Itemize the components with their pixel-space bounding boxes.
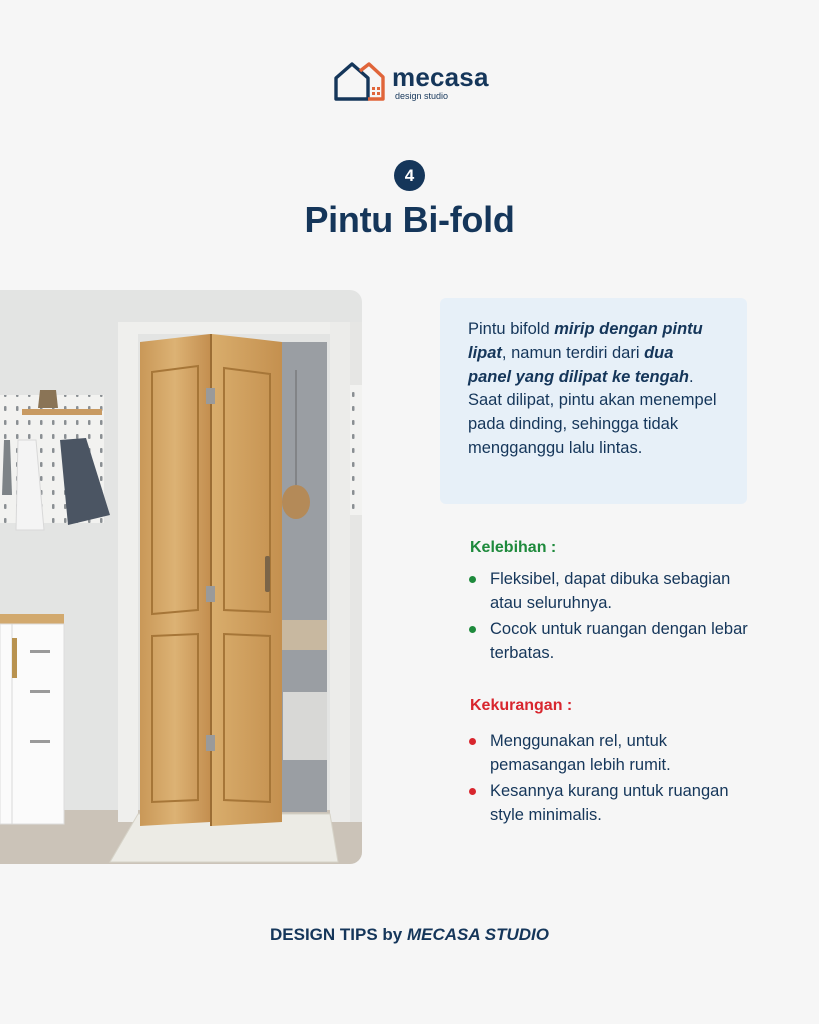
brand-name: mecasa bbox=[392, 62, 489, 92]
house-logo-icon bbox=[333, 60, 387, 104]
description-emphasis: dua panel yang dilipat ke tengah bbox=[468, 343, 689, 386]
bullet-dot-icon bbox=[469, 576, 476, 583]
bullet-dot-icon bbox=[469, 788, 476, 795]
step-number-badge: 4 bbox=[394, 160, 425, 191]
pros-item-text: Cocok untuk ruangan dengan lebar terbatas. bbox=[490, 620, 748, 662]
description-text: Pintu bifold bbox=[468, 320, 555, 338]
description-text: , namun terdiri dari bbox=[501, 343, 645, 362]
bullet-dot-icon bbox=[469, 738, 476, 745]
pros-list bbox=[468, 568, 758, 668]
brand-subtitle: design studio bbox=[395, 91, 449, 101]
pros-item-text: Fleksibel, dapat dibuka sebagian atau seluruhnya. bbox=[490, 570, 731, 612]
bullet-dot-icon bbox=[469, 626, 476, 633]
list-item bbox=[468, 618, 758, 665]
footer-brand: MECASA STUDIO bbox=[406, 925, 549, 944]
footer-credit bbox=[0, 925, 819, 945]
cons-list bbox=[468, 730, 758, 830]
list-item bbox=[468, 730, 758, 777]
pros-heading: Kelebihan : bbox=[470, 539, 557, 556]
description-text: . Saat dilipat, pintu akan menempel pada dinding, sehingga tidak mengganggu lalu lintas. bbox=[468, 367, 717, 457]
bifold-door-photo bbox=[0, 290, 362, 864]
description-emphasis: mirip dengan pintu lipat bbox=[468, 320, 703, 362]
description-box bbox=[440, 298, 747, 504]
list-item bbox=[468, 568, 758, 615]
page-title: Pintu Bi-fold bbox=[304, 199, 515, 240]
cons-item-text: Kesannya kurang untuk ruangan style minimalis. bbox=[490, 782, 729, 824]
list-item bbox=[468, 780, 758, 827]
footer-prefix: DESIGN TIPS by bbox=[270, 925, 407, 944]
cons-heading: Kekurangan : bbox=[470, 697, 573, 714]
brand-logo bbox=[333, 60, 493, 104]
cons-item-text: Menggunakan rel, untuk pemasangan lebih rumit. bbox=[490, 732, 671, 774]
